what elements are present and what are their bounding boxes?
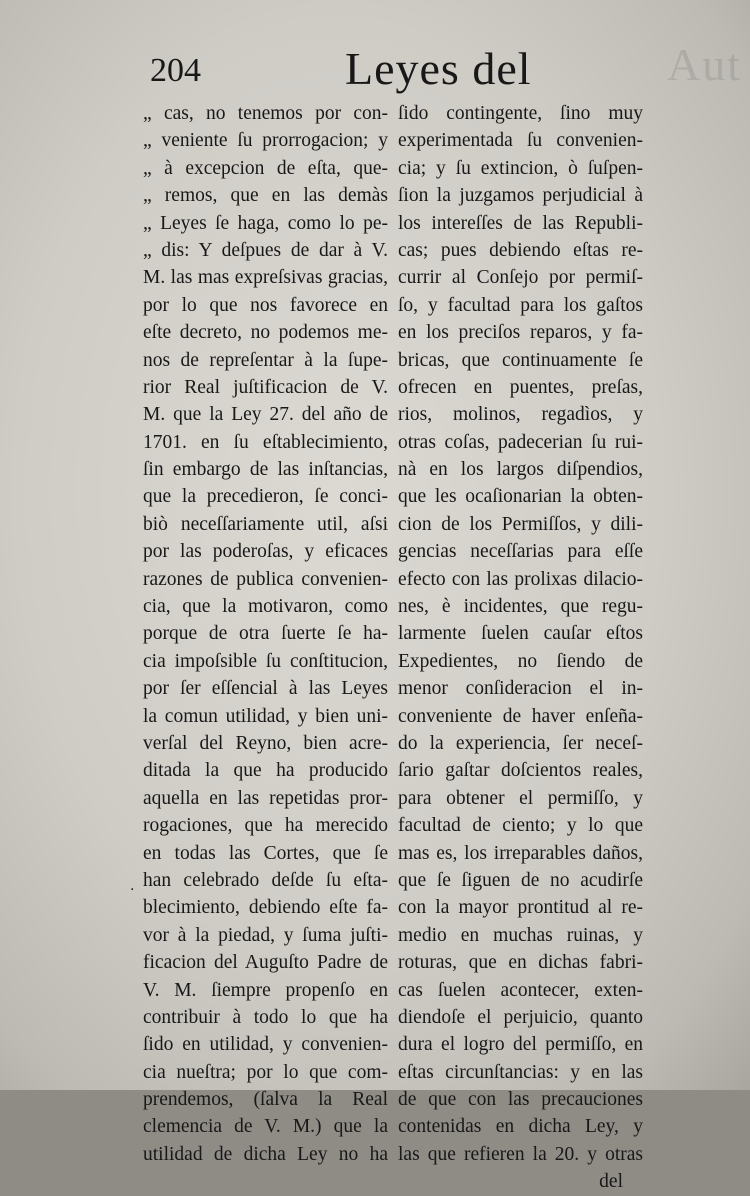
text-line: por ſer eſſencial à las Leyes <box>143 678 388 700</box>
text-line: clemencia de V. M.) que la <box>143 1116 388 1138</box>
text-line: que ſe ſiguen de no acudirſe <box>398 869 643 891</box>
text-line: ſion la juzgamos perjudicial à <box>398 185 643 207</box>
text-line: rios, molinos, regadìos, y <box>398 404 643 426</box>
text-line: „ Leyes ſe haga, como lo pe- <box>143 212 388 234</box>
right-text-column <box>398 100 643 1196</box>
text-line: para obtener el permiſſo, y <box>398 787 643 809</box>
text-line: han celebrado deſde ſu eſta- <box>143 869 388 891</box>
text-line: „ à excepcion de eſta, que- <box>143 157 388 179</box>
text-line: que la precedieron, ſe conci- <box>143 486 388 508</box>
text-line: gencias neceſſarias para eſſe <box>398 541 643 563</box>
text-line: eſtas circunſtancias: y en las <box>398 1061 643 1083</box>
text-line: contenidas en dicha Ley, y <box>398 1116 643 1138</box>
text-line: bricas, que continuamente ſe <box>398 349 643 371</box>
text-line: V. M. ſiempre propenſo en <box>143 979 388 1001</box>
text-line: „ veniente ſu prorrogacion; y <box>143 130 388 152</box>
text-line: blecimiento, debiendo eſte fa- <box>143 897 388 919</box>
text-line: cia, que la motivaron, como <box>143 596 388 618</box>
text-line: „ cas, no tenemos por con- <box>143 103 388 124</box>
text-line: por las poderoſas, y eficaces <box>143 541 388 563</box>
text-line: „ remos, que en las demàs <box>143 185 388 207</box>
text-line: ofrecen en puentes, preſas, <box>398 376 643 398</box>
text-line: medio en muchas ruinas, y <box>398 924 643 946</box>
text-line: utilidad de dicha Ley no ha <box>143 1143 388 1165</box>
text-line: ſo, y facultad para los gaſtos <box>398 294 643 316</box>
text-line: biò neceſſariamente util, aſsi <box>143 513 388 535</box>
running-title: Leyes del <box>345 43 532 94</box>
text-line: menor conſideracion el in- <box>398 678 643 700</box>
text-line: ſario gaſtar doſcientos reales, <box>398 760 643 782</box>
text-line: cion de los Permiſſos, y dili- <box>398 513 643 535</box>
show-through-bleed: Aut <box>667 39 742 90</box>
text-line: facultad de ciento; y lo que <box>398 815 643 837</box>
text-line: razones de publica convenien- <box>143 568 388 590</box>
text-line: eſte decreto, no podemos me- <box>143 322 388 344</box>
text-line: „ dis: Y deſpues de dar à V. <box>143 239 388 261</box>
text-line: ditada la que ha producido <box>143 760 388 782</box>
text-line: del <box>599 1171 623 1193</box>
text-line: en todas las Cortes, que ſe <box>143 842 388 864</box>
text-line: cia nueſtra; por lo que com- <box>143 1061 388 1083</box>
text-line: ficacion del Auguſto Padre de <box>143 952 388 974</box>
text-line: aquella en las repetidas pror- <box>143 787 388 809</box>
text-line: 1701. en ſu eſtablecimiento, <box>143 431 388 453</box>
text-line: conveniente de haver enſeña- <box>398 705 643 727</box>
text-line: ſin embargo de las inſtancias, <box>143 459 388 481</box>
text-line: Expedientes, no ſiendo de <box>398 650 643 672</box>
text-line: efecto con las prolixas dilacio- <box>398 568 643 590</box>
left-text-column <box>143 100 388 1168</box>
text-line: diendoſe el perjuicio, quanto <box>398 1006 643 1028</box>
text-line: ſido contingente, ſino muy <box>398 103 643 124</box>
text-line: en los preciſos reparos, y fa- <box>398 322 643 344</box>
text-line: nes, è incidentes, que regu- <box>398 596 643 618</box>
text-line: los intereſſes de las Republi- <box>398 212 643 234</box>
text-line: currir al Conſejo por permiſ- <box>398 267 643 289</box>
text-line: cas; pues debiendo eſtas re- <box>398 239 643 261</box>
text-line: verſal del Reyno, bien acre- <box>143 732 388 754</box>
text-line: con la mayor prontitud al re- <box>398 897 643 919</box>
text-line: otras coſas, padecerian ſu rui- <box>398 431 643 453</box>
text-line: M. las mas expreſsivas gracias, <box>143 267 388 289</box>
text-line: vor à la piedad, y ſuma juſti- <box>143 924 388 946</box>
text-line: mas es, los irreparables daños, <box>398 842 643 864</box>
text-line: por lo que nos favorece en <box>143 294 388 316</box>
text-line: larmente ſuelen cauſar eſtos <box>398 623 643 645</box>
text-line: nos de repreſentar à la ſupe- <box>143 349 388 371</box>
text-line: prendemos, (ſalva la Real <box>143 1089 388 1111</box>
text-line: que les ocaſionarian la obten- <box>398 486 643 508</box>
text-line: dura el logro del permiſſo, en <box>398 1034 643 1056</box>
text-line: las que refieren la 20. y otras <box>398 1143 643 1165</box>
text-line: rior Real juſtificacion de V. <box>143 376 388 398</box>
text-line: M. que la Ley 27. del año de <box>143 404 388 426</box>
text-line: de que con las precauciones <box>398 1089 643 1111</box>
text-line: nà en los largos diſpendios, <box>398 459 643 481</box>
text-line: contribuir à todo lo que ha <box>143 1006 388 1028</box>
text-line: ſido en utilidad, y convenien- <box>143 1034 388 1056</box>
page-number: 204 <box>150 52 201 89</box>
text-line: cia impoſsible ſu conſtitucion, <box>143 650 388 672</box>
text-line: cas ſuelen acontecer, exten- <box>398 979 643 1001</box>
text-line: cia; y ſu extincion, ò ſuſpen- <box>398 157 643 179</box>
text-line: rogaciones, que ha merecido <box>143 815 388 837</box>
text-line: do la experiencia, ſer neceſ- <box>398 732 643 754</box>
text-line: la comun utilidad, y bien uni- <box>143 705 388 727</box>
ink-speck: · <box>130 882 135 898</box>
text-line: roturas, que en dichas fabri- <box>398 952 643 974</box>
text-line: porque de otra ſuerte ſe ha- <box>143 623 388 645</box>
text-line: experimentada ſu convenien- <box>398 130 643 152</box>
